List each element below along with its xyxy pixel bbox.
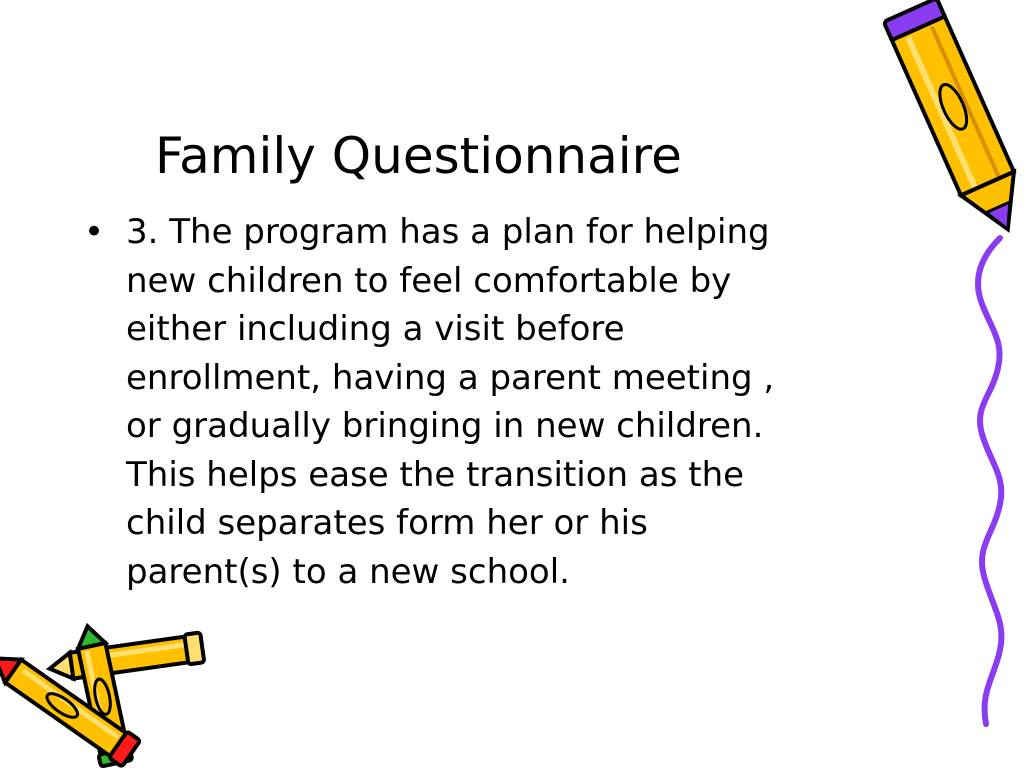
bullet-text: 3. The program has a plan for helping new children to feel comfortable by either including a visit before enrollment, having a parent meeting , or gradually bringing in new children. This helps ease the transition as the child separates form her or his parent(s) to a new school. [126,212,775,592]
slide-title: Family Questionnaire [155,127,682,185]
bullet-item [84,208,924,596]
crayons-icon [0,615,210,768]
bullet-list [84,208,924,596]
squiggle-line-icon [960,236,1020,726]
bullet-marker: • [84,212,105,252]
